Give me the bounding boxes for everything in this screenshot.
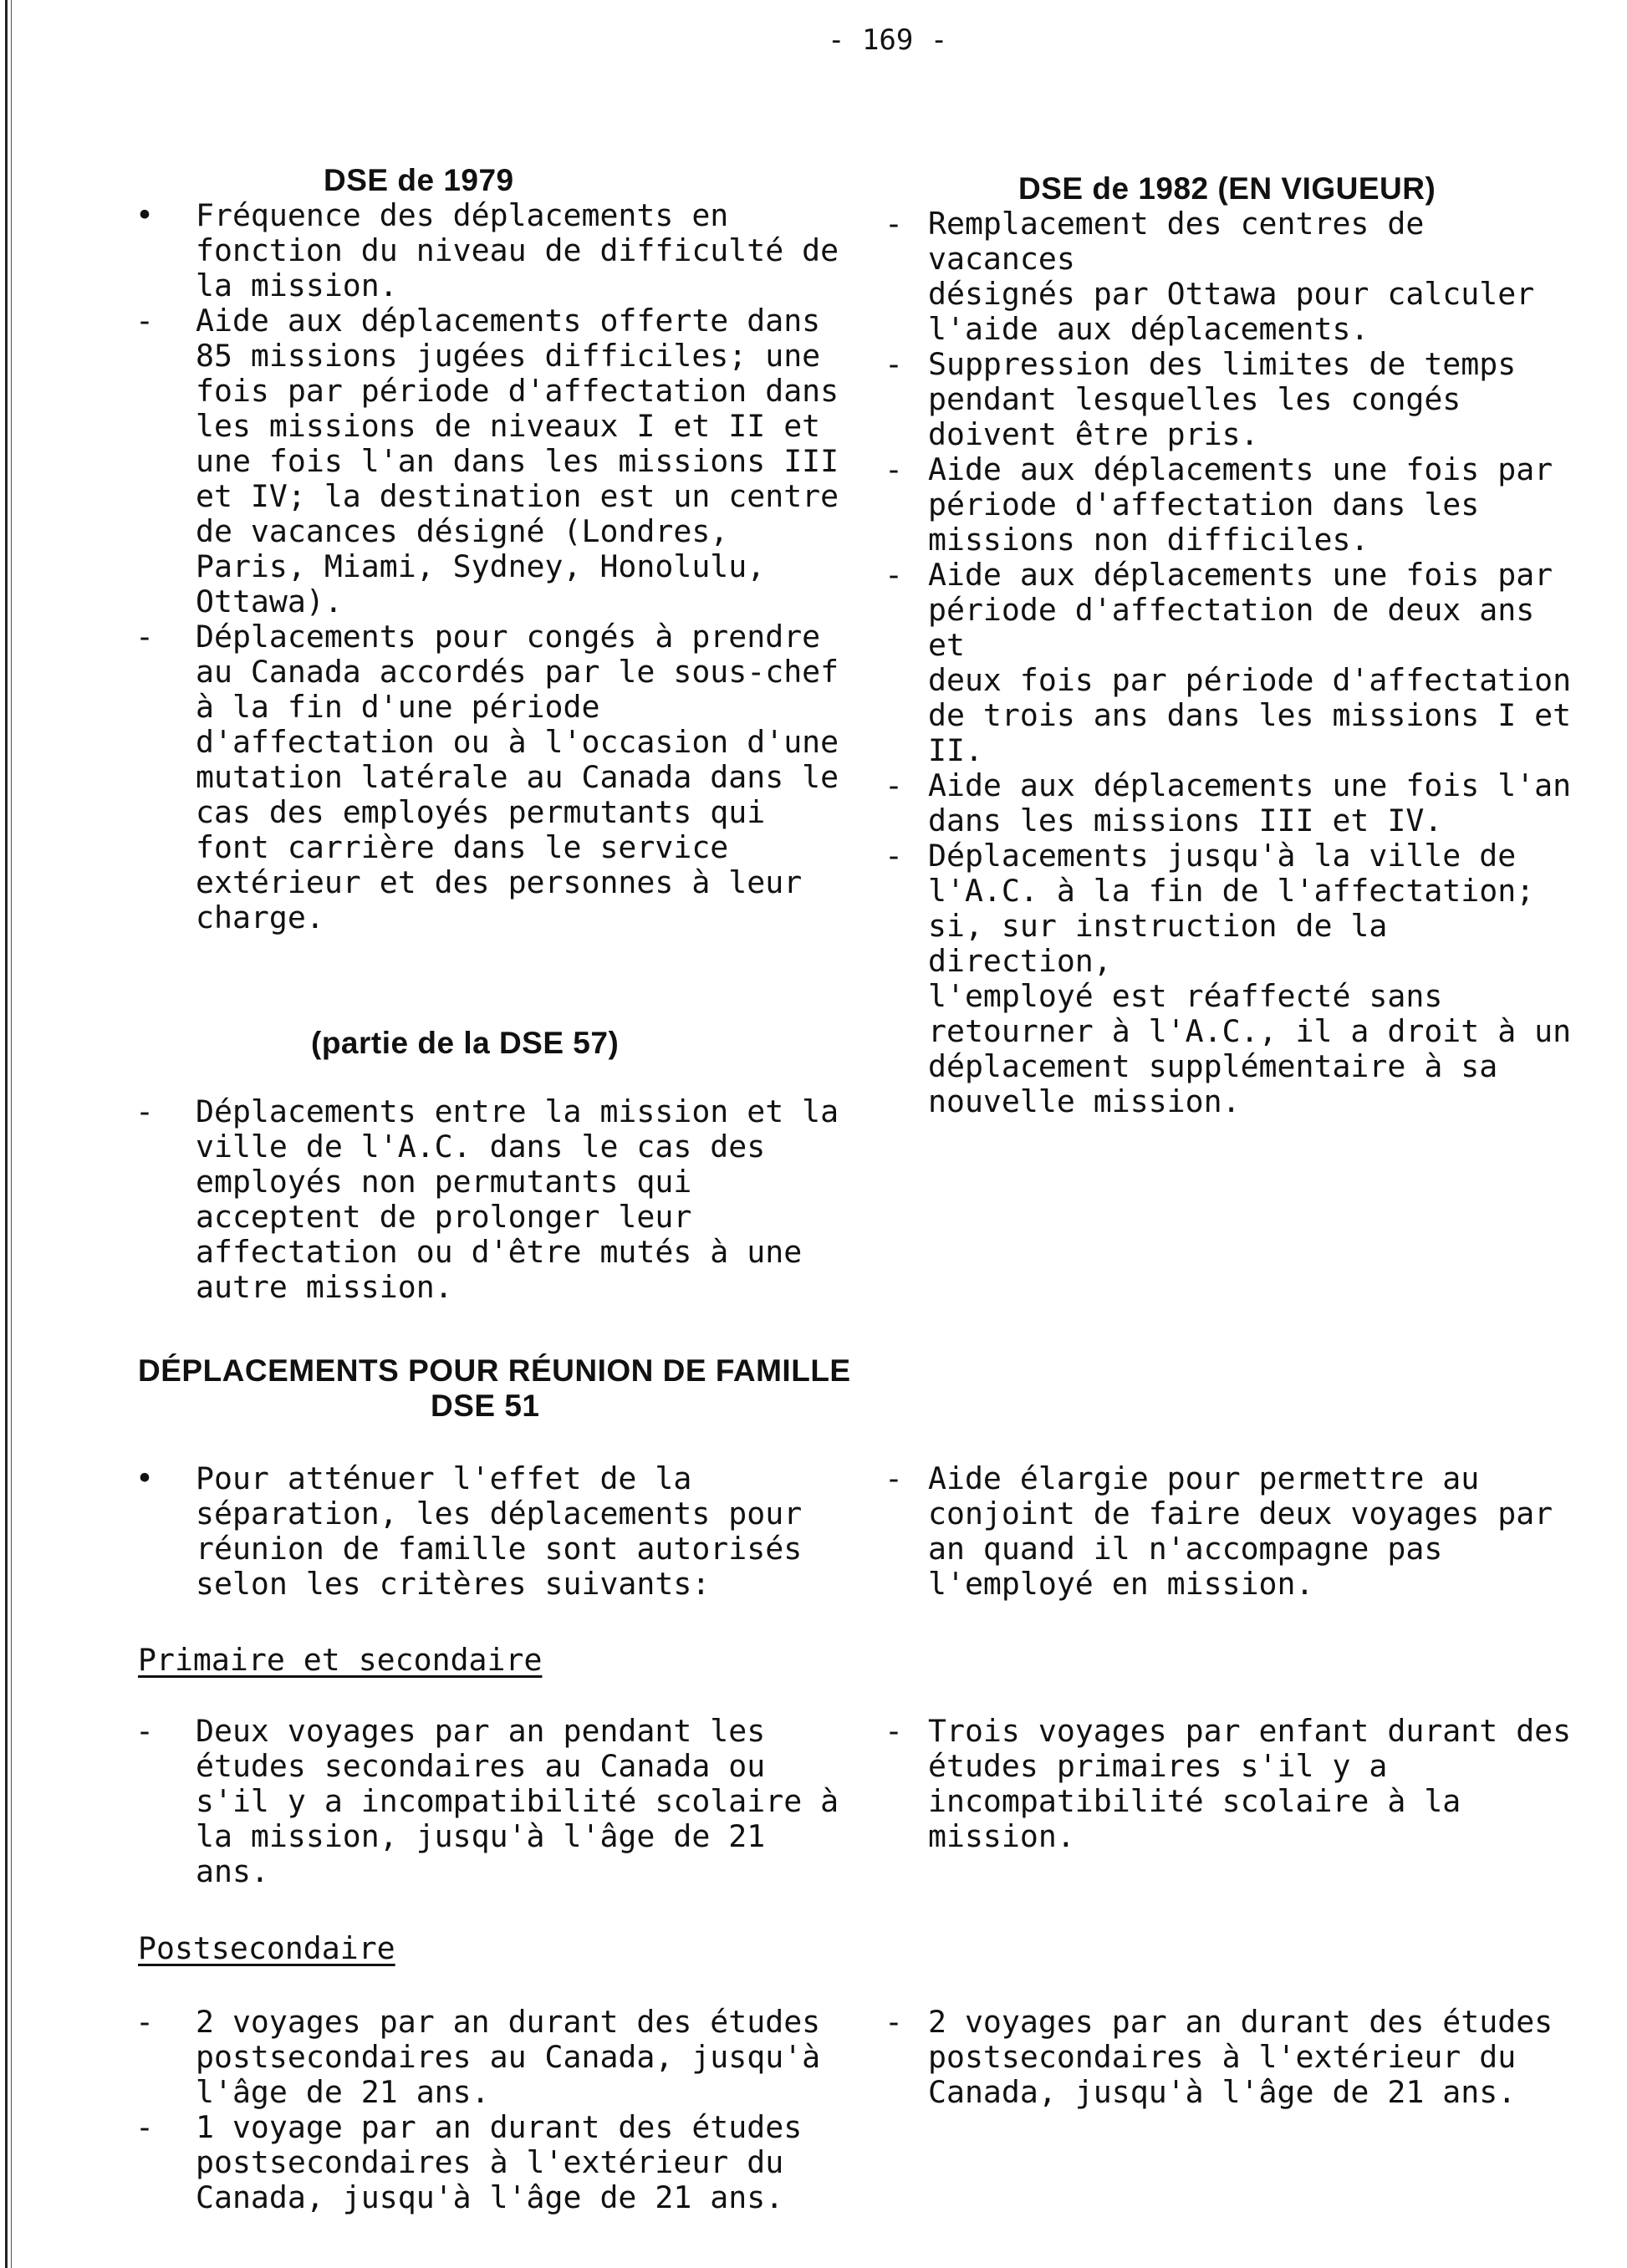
right-section-primaire-items bbox=[885, 1714, 1587, 1854]
list-item-text: Déplacements jusqu'à la ville de l'A.C. à la fin de l'affectation; si, sur instruction de la direction, l'employé est réaffecté sans retourner à l'A.C., il a droit à un déplacement supplémentaire à sa nouvelle mission. bbox=[928, 838, 1572, 1119]
list-item-text: Aide aux déplacements une fois par période d'affectation dans les missions non difficiles. bbox=[928, 451, 1553, 558]
list-item bbox=[885, 452, 1587, 558]
list-item-text: 1 voyage par an durant des études postsecondaires à l'extérieur du Canada, jusqu'à l'âge de 21 ans. bbox=[196, 2109, 803, 2215]
right-section-1982 bbox=[885, 171, 1587, 1119]
dash-marker: - bbox=[885, 557, 903, 593]
bullet-marker: • bbox=[135, 1460, 154, 1496]
dash-marker: - bbox=[885, 1460, 903, 1496]
left-section-reunion bbox=[138, 1353, 857, 1424]
list-item bbox=[135, 2005, 854, 2110]
page-border-line-inner bbox=[11, 0, 12, 2268]
heading-postsecondaire: Postsecondaire bbox=[138, 1930, 395, 1966]
list-1982 bbox=[885, 206, 1587, 1119]
dash-marker: - bbox=[885, 767, 903, 803]
dash-marker: - bbox=[135, 619, 154, 655]
left-section-1979 bbox=[135, 163, 854, 935]
list-1979 bbox=[135, 198, 854, 935]
page-border-line bbox=[5, 0, 8, 2268]
dash-marker: - bbox=[885, 451, 903, 487]
list-item bbox=[135, 1094, 854, 1305]
list-item-text: Déplacements entre la mission et la ville de l'A.C. dans le cas des employés non permutants qui acceptent de prolonger leur affectation ou d'être mutés à une autre mission. bbox=[196, 1093, 839, 1305]
list-item bbox=[135, 1461, 854, 1602]
dash-marker: - bbox=[135, 2109, 154, 2145]
list-item bbox=[885, 1714, 1587, 1854]
right-section-postsec-items bbox=[885, 2005, 1587, 2110]
dash-marker: - bbox=[885, 346, 903, 382]
heading-dse-51: DSE 51 bbox=[431, 1389, 540, 1423]
list-item-text: Fréquence des déplacements en fonction du niveau de difficulté de la mission. bbox=[196, 197, 839, 303]
left-section-postsec bbox=[138, 1931, 857, 1966]
dash-marker: - bbox=[885, 838, 903, 874]
list-item-text: Aide aux déplacements une fois par période d'affectation de deux ans et deux fois par période d'affectation de trois ans dans les missions I et II. bbox=[928, 557, 1572, 768]
left-section-postsec-items bbox=[135, 2005, 854, 2215]
heading-dse-1982: DSE de 1982 (EN VIGUEUR) bbox=[1018, 171, 1436, 206]
list-item bbox=[885, 206, 1587, 347]
right-section-reunion-items bbox=[885, 1461, 1587, 1602]
list-item bbox=[135, 619, 854, 935]
list-item bbox=[135, 198, 854, 303]
left-section-reunion-items bbox=[135, 1461, 854, 1602]
dash-marker: - bbox=[885, 206, 903, 242]
list-item bbox=[885, 838, 1587, 1119]
list-item-text: Deux voyages par an pendant les études secondaires au Canada ou s'il y a incompatibilité scolaire à la mission, jusqu'à l'âge de 21 ans. bbox=[196, 1713, 839, 1889]
list-item bbox=[885, 1461, 1587, 1602]
list-item bbox=[885, 558, 1587, 768]
left-section-primaire-items bbox=[135, 1714, 854, 1889]
heading-dse-1979: DSE de 1979 bbox=[324, 163, 514, 197]
dash-marker: - bbox=[135, 1093, 154, 1129]
list-item-text: Aide élargie pour permettre au conjoint de faire deux voyages par an quand il n'accompagne pas l'employé en mission. bbox=[928, 1460, 1553, 1602]
list-item-text: Pour atténuer l'effet de la séparation, les déplacements pour réunion de famille sont autorisés selon les critères suivants: bbox=[196, 1460, 803, 1602]
list-item bbox=[885, 347, 1587, 452]
dash-marker: - bbox=[885, 2004, 903, 2040]
dash-marker: - bbox=[135, 303, 154, 339]
bullet-marker: • bbox=[135, 197, 154, 233]
page-number: - 169 - bbox=[828, 23, 948, 57]
dash-marker: - bbox=[885, 1713, 903, 1749]
left-section-primaire bbox=[138, 1643, 857, 1678]
list-item-text: Remplacement des centres de vacances désignés par Ottawa pour calculer l'aide aux déplacements. bbox=[928, 206, 1535, 347]
list-item bbox=[135, 2110, 854, 2215]
list-item-text: Déplacements pour congés à prendre au Canada accordés par le sous-chef à la fin d'une période d'affectation ou à l'occasion d'une mutation latérale au Canada dans le cas des employés permutants qui font carrière dans le service extérieur et des personnes à leur charge. bbox=[196, 619, 839, 935]
list-item bbox=[135, 303, 854, 619]
list-item bbox=[885, 768, 1587, 838]
list-item-text: 2 voyages par an durant des études postsecondaires au Canada, jusqu'à l'âge de 21 ans. bbox=[196, 2004, 821, 2110]
list-item bbox=[135, 1714, 854, 1889]
heading-dse-57: (partie de la DSE 57) bbox=[311, 1026, 620, 1060]
heading-primaire-secondaire: Primaire et secondaire bbox=[138, 1642, 543, 1678]
list-item-text: 2 voyages par an durant des études postsecondaires à l'extérieur du Canada, jusqu'à l'âge de 21 ans. bbox=[928, 2004, 1553, 2110]
dash-marker: - bbox=[135, 2004, 154, 2040]
list-item-text: Suppression des limites de temps pendant lesquelles les congés doivent être pris. bbox=[928, 346, 1517, 452]
heading-reunion-famille: DÉPLACEMENTS POUR RÉUNION DE FAMILLE bbox=[138, 1353, 851, 1388]
list-item-text: Trois voyages par enfant durant des études primaires s'il y a incompatibilité scolaire à la mission. bbox=[928, 1713, 1572, 1854]
dash-marker: - bbox=[135, 1713, 154, 1749]
list-item bbox=[885, 2005, 1587, 2110]
list-item-text: Aide aux déplacements offerte dans 85 missions jugées difficiles; une fois par période d'affectation dans les missions de niveaux I et II et une fois l'an dans les missions III et IV; la destination est un centre de vacances désigné (Londres, Paris, Miami, Sydney, Honolulu, Ottawa). bbox=[196, 303, 839, 619]
list-item-text: Aide aux déplacements une fois l'an dans les missions III et IV. bbox=[928, 767, 1572, 838]
left-section-dse57 bbox=[135, 1026, 854, 1305]
